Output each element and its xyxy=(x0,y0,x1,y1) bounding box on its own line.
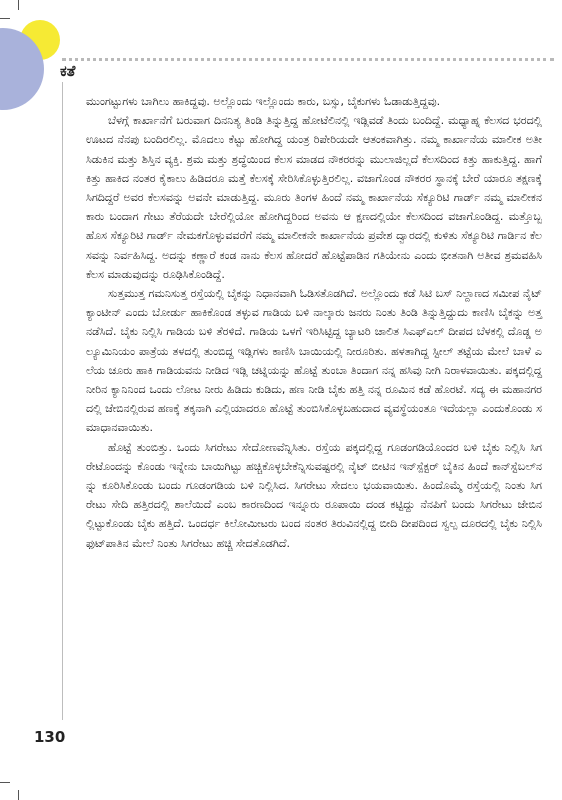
page-number: 130 xyxy=(34,728,66,746)
crop-mark-top-horizontal xyxy=(0,18,10,19)
margin-rule xyxy=(62,82,63,720)
paragraph: ಮುಂಗಟ್ಟುಗಳು ಬಾಗಿಲು ಹಾಕಿದ್ದವು. ಅಲ್ಲೊಂದು ಇಲ್ಲೊಂದು ಕಾರು, ಬಸ್ಸು, ಬೈಕುಗಳು ಓಡಾಡುತ್ತಿದ್ದವು. xyxy=(86,95,441,108)
paragraph: ಸುತ್ತಮುತ್ತ ಗಮನಿಸುತ್ತ ರಸ್ತೆಯಲ್ಲಿ ಬೈಕನ್ನು ನಿಧಾನವಾಗಿ ಓಡಿಸತೊಡಗಿದೆ. ಅಲ್ಲೊಂದು ಕಡೆ ಸಿಟಿ ಬಸ್ ನಿಲ್ದಾಣದ ಸಮೀಪ ನೈಟ್ ಕ್ಯಾಂಟೀನ್ ಎಂದು ಬೋರ್ಡು ಹಾಕಿಕೊಂಡ ತಳ್ಳುವ ಗಾಡಿಯ ಬಳಿ ನಾಲ್ಕಾರು ಜನರು ನಿಂತು ತಿಂಡಿ ತಿನ್ನುತ್ತಿದ್ದುದು ಕಾಣಿಸಿ ಬೈಕನ್ನು ಅತ್ತ ನಡೆಸಿದೆ. ಬೈಕು ನಿಲ್ಲಿಸಿ ಗಾಡಿಯ ಬಳಿ ತೆರಳಿದೆ. ಗಾಡಿಯ ಒಳಗೆ ಇರಿಸಿಟ್ಟಿದ್ದ ಬ್ಯಾಟರಿ ಚಾಲಿತ ಸಿಎಫ್‌ಎಲ್ ದೀಪದ ಬೆಳಕಲ್ಲಿ ದೊಡ್ಡ ಅಲ್ಯೂಮಿನಿಯಂ ಪಾತ್ರೆಯ ತಳದಲ್ಲಿ ತುಂಬಿದ್ದ ಇಡ್ಲಿಗಳು ಕಾಣಿಸಿ ಬಾಯಿಯಲ್ಲಿ ನೀರೂರಿತು. ಹಳತಾಗಿದ್ದ ಸ್ಟೀಲ್ ತಟ್ಟೆಯ ಮೇಲೆ ಬಾಳೆ ಎಲೆಯ ಚೂರು ಹಾಕಿ ಗಾಡಿಯವನು ನೀಡಿದ ಇಡ್ಲಿ ಚಟ್ನಿಯನ್ನು ಹೊಟ್ಟೆ ತುಂಬಾ ತಿಂದಾಗ ನನ್ನ ಹಸಿವು ನೀಗಿ ನಿರಾಳವಾಯಿತು. ಪಕ್ಕದಲ್ಲಿದ್ದ ನೀರಿನ ಕ್ಯಾನಿನಿಂದ ಒಂದು ಲೋಟ ನೀರು ಹಿಡಿದು ಕುಡಿದು, ಹಣ ನೀಡಿ ಬೈಕು ಹತ್ತಿ ನನ್ನ ರೂಮಿನ ಕಡೆ ಹೊರಟೆ. ಸದ್ಯ ಈ ಮಹಾನಗರದಲ್ಲಿ ಜೇಬಿನಲ್ಲಿರುವ ಹಣಕ್ಕೆ ತಕ್ಕನಾಗಿ ಎಲ್ಲಿಯಾದರೂ ಹೊಟ್ಟೆ ತುಂಬಿಸಿಕೊಳ್ಳಬಹುದಾದ ವ್ಯವಸ್ಥೆಯಂತೂ ಇದೆಯಲ್ಲಾ ಎಂದುಕೊಂಡು ಸಮಾಧಾನವಾಯಿತು. xyxy=(86,287,542,435)
section-label: ಕತೆ xyxy=(60,62,76,80)
paragraph: ಹೊಟ್ಟೆ ತುಂಬಿತ್ತು. ಒಂದು ಸಿಗರೇಟು ಸೇದೋಣವೆನ್ನಿಸಿತು. ರಸ್ತೆಯ ಪಕ್ಕದಲ್ಲಿದ್ದ ಗೂಡಂಗಡಿಯೊಂದರ ಬಳಿ ಬೈಕು ನಿಲ್ಲಿಸಿ ಸಿಗರೇಟೊಂದನ್ನು ಕೊಂಡು ಇನ್ನೇನು ಬಾಯಿಗಿಟ್ಟು ಹಚ್ಚಿಕೊಳ್ಳಬೇಕೆನ್ನಿಸುವಷ್ಟರಲ್ಲಿ ನೈಟ್ ಬೀಟಿನ ಇನ್‌ಸ್ಪೆಕ್ಟರ್ ಬೈಕಿನ ಹಿಂದೆ ಕಾನ್‌ಸ್ಟೆಬಲ್‌ನನ್ನು ಕೂರಿಸಿಕೊಂಡು ಬಂದು ಗೂಡಂಗಡಿಯ ಬಳಿ ನಿಲ್ಲಿಸಿದ. ಸಿಗರೇಟು ಸೇದಲು ಭಯವಾಯಿತು. ಹಿಂದೊಮ್ಮೆ ರಸ್ತೆಯಲ್ಲಿ ನಿಂತು ಸಿಗರೇಟು ಸೇದಿ ಹತ್ತಿರದಲ್ಲಿ ಶಾಲೆಯಿದೆ ಎಂಬ ಕಾರಣದಿಂದ ಇನ್ನೂರು ರೂಪಾಯಿ ದಂಡ ಕಟ್ಟಿದ್ದು ನೆನಪಿಗೆ ಬಂದು ಸಿಗರೇಟು ಜೇಬಿನಲ್ಲಿಟ್ಟುಕೊಂಡು ಬೈಕು ಹತ್ತಿದೆ. ಒಂದರ್ಧ ಕಿಲೋಮೀಟರು ಬಂದ ನಂತರ ತಿರುವಿನಲ್ಲಿದ್ದ ಬೀದಿ ದೀಪದಿಂದ ಸ್ವಲ್ಪ ದೂರದಲ್ಲಿ ಬೈಕು ನಿಲ್ಲಿಸಿ ಫುಟ್‌ಪಾತಿನ ಮೇಲೆ ನಿಂತು ಸಿಗರೇಟು ಹಚ್ಚಿ ಸೇದತೊಡಗಿದೆ. xyxy=(86,440,542,550)
story-body xyxy=(86,92,542,553)
crop-mark-bottom-horizontal xyxy=(0,782,10,783)
crop-mark-bottom-vertical xyxy=(18,790,19,800)
crop-mark-top-vertical xyxy=(18,0,19,10)
paragraph: ಬೆಳಗ್ಗೆ ಕಾರ್ಖಾನೆಗೆ ಬರುವಾಗ ದಿನನಿತ್ಯ ತಿಂಡಿ ತಿನ್ನುತ್ತಿದ್ದ ಹೋಟೆಲಿನಲ್ಲಿ ಇಡ್ಲಿವಡೆ ತಿಂದು ಬಂದಿದ್ದೆ. ಮಧ್ಯಾಹ್ನ ಕೆಲಸದ ಭರದಲ್ಲಿ ಊಟದ ನೆನಪು ಬಂದಿರಲಿಲ್ಲ. ಮೊದಲು ಕೆಟ್ಟು ಹೋಗಿದ್ದ ಯಂತ್ರ ರಿಪೇರಿಯದೇ ಆತಂಕವಾಗಿತ್ತು. ನಮ್ಮ ಕಾರ್ಖಾನೆಯ ಮಾಲೀಕ ಅತೀ ಸಿಡುಕಿನ ಮತ್ತು ಶಿಸ್ತಿನ ವ್ಯಕ್ತಿ. ಶ್ರಮ ಮತ್ತು ಶ್ರದ್ಧೆಯಿಂದ ಕೆಲಸ ಮಾಡದ ನೌಕರರನ್ನು ಮುಲಾಜಿಲ್ಲದೆ ಕೆಲಸದಿಂದ ಕಿತ್ತು ಹಾಕುತ್ತಿದ್ದ. ಹಾಗೆ ಕಿತ್ತು ಹಾಕಿದ ನಂತರ ಕೈಕಾಲು ಹಿಡಿದರೂ ಮತ್ತೆ ಕೆಲಸಕ್ಕೆ ಸೇರಿಸಿಕೊಳ್ಳುತ್ತಿರಲಿಲ್ಲ. ವಜಾಗೊಂಡ ನೌಕರರ ಸ್ಥಾನಕ್ಕೆ ಬೇರೆ ಯಾರೂ ತಕ್ಷಣಕ್ಕೆ ಸಿಗದಿದ್ದರೆ ಅವರ ಕೆಲಸವನ್ನು ಅವನೇ ಮಾಡುತ್ತಿದ್ದ. ಮೂರು ತಿಂಗಳ ಹಿಂದೆ ನಮ್ಮ ಕಾರ್ಖಾನೆಯ ಸೆಕ್ಯೂರಿಟಿ ಗಾರ್ಡ್ ನಮ್ಮ ಮಾಲೀಕನ ಕಾರು ಬಂದಾಗ ಗೇಟು ತೆರೆಯದೇ ಬೇರೆಲ್ಲಿಯೋ ಹೋಗಿದ್ದರಿಂದ ಅವನು ಆ ಕ್ಷಣದಲ್ಲಿಯೇ ಕೆಲಸದಿಂದ ವಜಾಗೊಂಡಿದ್ದ. ಮತ್ತೊಬ್ಬ ಹೊಸ ಸೆಕ್ಯೂರಿಟಿ ಗಾರ್ಡ್ ನೇಮಕಗೊಳ್ಳುವವರೆಗೆ ನಮ್ಮ ಮಾಲೀಕನೇ ಕಾರ್ಖಾನೆಯ ಪ್ರವೇಶ ದ್ವಾರದಲ್ಲಿ ಕುಳಿತು ಸೆಕ್ಯೂರಿಟಿ ಗಾರ್ಡಿನ ಕೆಲಸವನ್ನು ನಿರ್ವಹಿಸಿದ್ದ. ಅದನ್ನು ಕಣ್ಣಾರೆ ಕಂಡ ನಾನು ಕೆಲಸ ಹೋದರೆ ಹೊಟ್ಟೆಪಾಡಿನ ಗತಿಯೇನು ಎಂದು ಭೀತನಾಗಿ ಅತೀವ ಶ್ರಮವಹಿಸಿ ಕೆಲಸ ಮಾಡುವುದನ್ನು ರೂಢಿಸಿಕೊಂಡಿದ್ದೆ. xyxy=(86,114,542,281)
header-dotted-rule xyxy=(62,58,554,61)
